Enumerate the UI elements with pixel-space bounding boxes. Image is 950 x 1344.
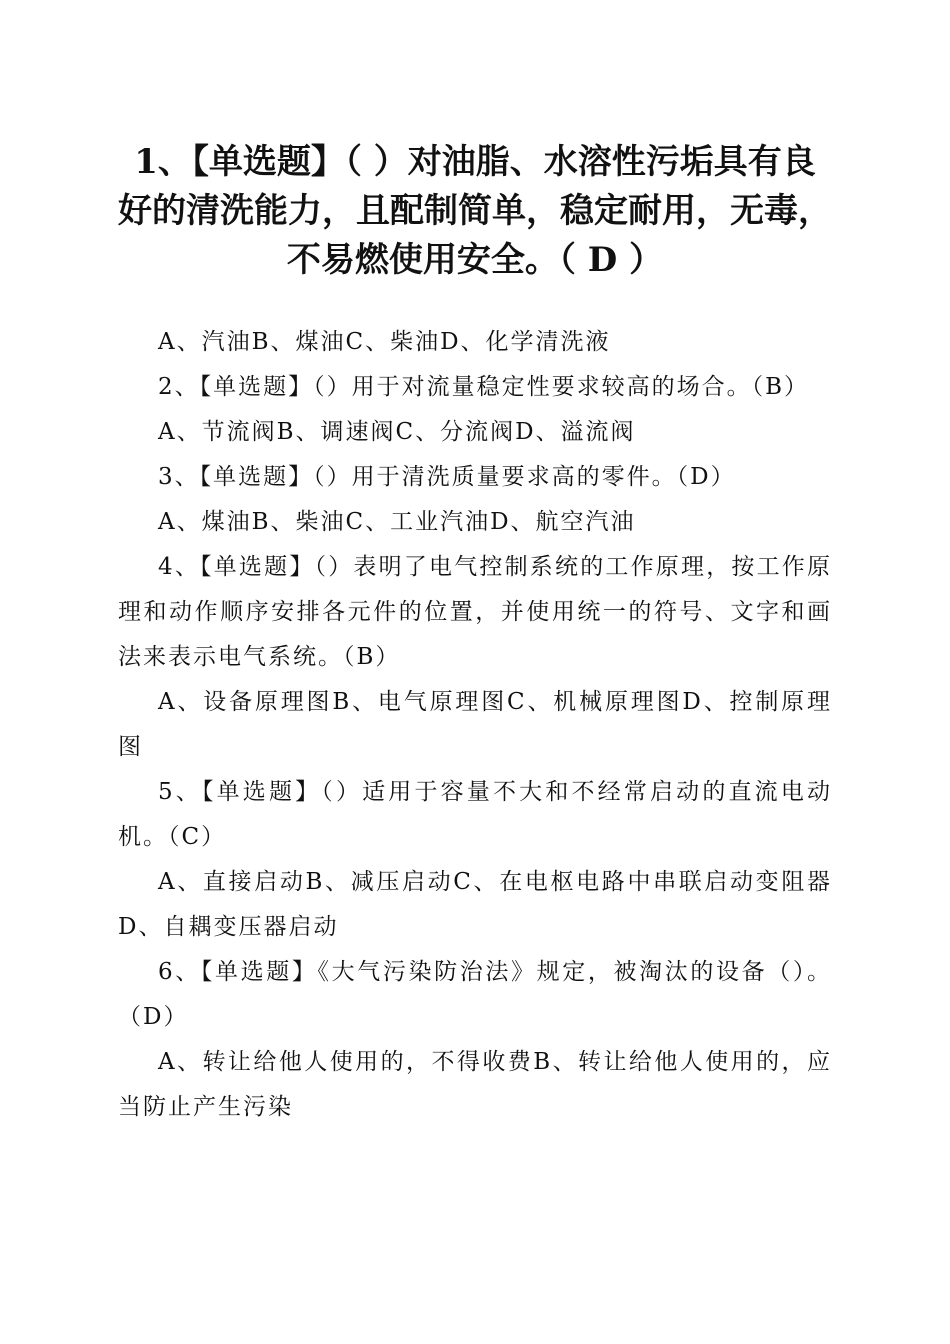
question-1-options: A、汽油B、煤油C、柴油D、化学清洗液 — [158, 329, 611, 355]
question-6-options: A、转让给他人使用的，不得收费B、转让给他人使用的，应当防止产生污染 — [118, 1049, 832, 1120]
question-6: 6、【单选题】《大气污染防治法》规定，被淘汰的设备（）。（D） — [118, 959, 832, 1030]
question-3-options: A、煤油B、柴油C、工业汽油D、航空汽油 — [158, 509, 636, 535]
document-body — [118, 320, 832, 1130]
question-1-title: 1、【单选题】（ ）对油脂、水溶性污垢具有良好的清洗能力，且配制简单，稳定耐用，无毒，不易燃使用安全。（ D ） — [118, 142, 832, 280]
question-2: 2、【单选题】（）用于对流量稳定性要求较高的场合。（B） — [158, 374, 810, 400]
question-2-options: A、节流阀B、调速阀C、分流阀D、溢流阀 — [158, 419, 636, 445]
question-5-options: A、直接启动B、减压启动C、在电枢电路中串联启动变阻器D、自耦变压器启动 — [118, 869, 832, 940]
question-3: 3、【单选题】（）用于清洗质量要求高的零件。（D） — [158, 464, 736, 490]
question-4-options: A、设备原理图B、电气原理图C、机械原理图D、控制原理图 — [118, 689, 832, 760]
question-4: 4、【单选题】（）表明了电气控制系统的工作原理，按工作原理和动作顺序安排各元件的位置，并使用统一的符号、文字和画法来表示电气系统。（B） — [118, 554, 832, 670]
question-5: 5、【单选题】（）适用于容量不大和不经常启动的直流电动机。（C） — [118, 779, 832, 850]
